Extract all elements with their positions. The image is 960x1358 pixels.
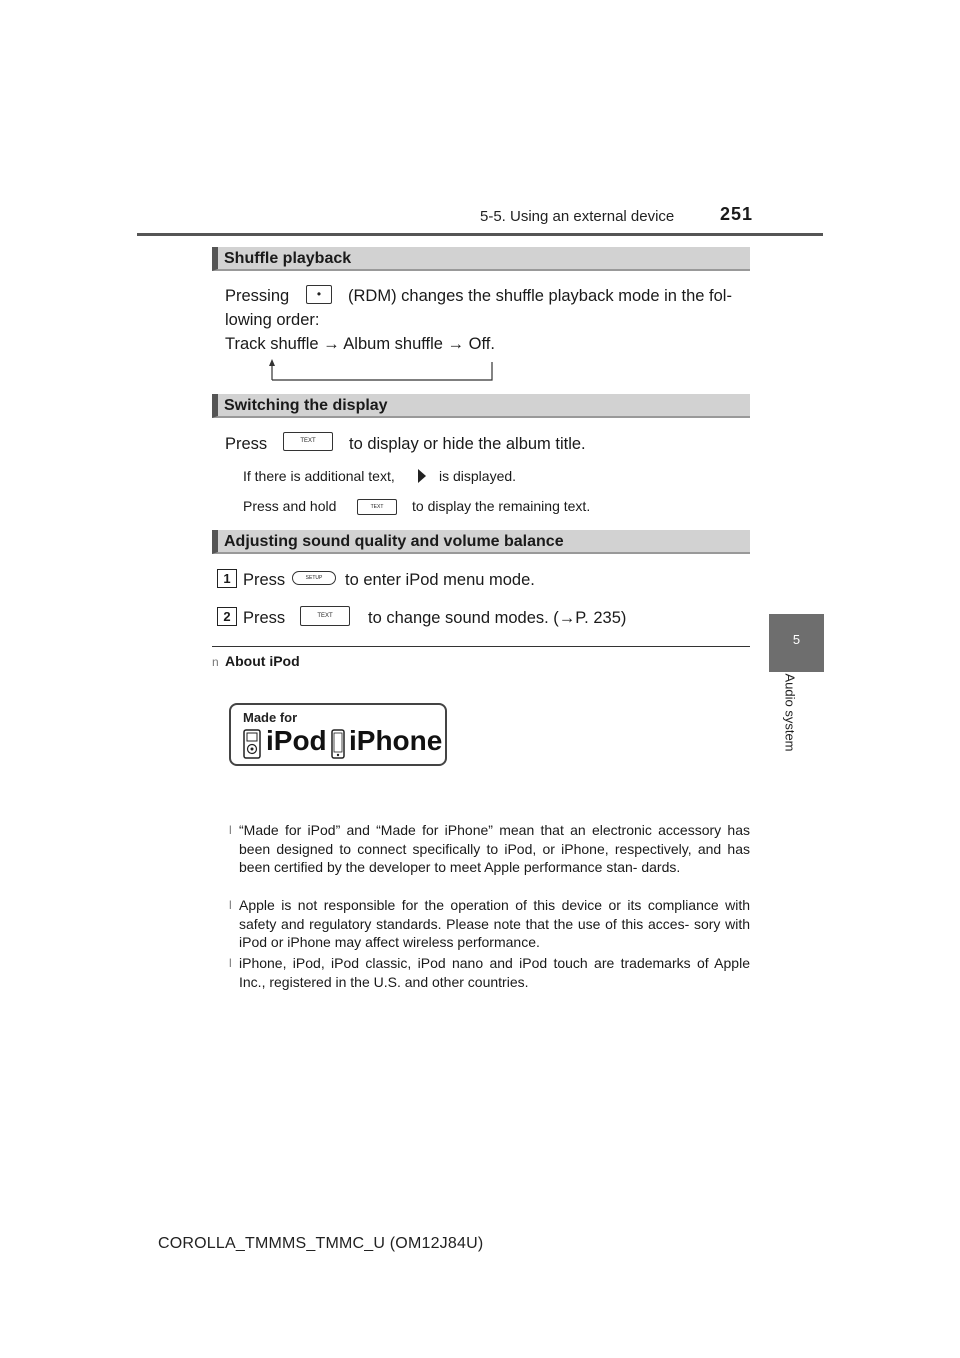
made-for-ipod-iphone-logo (229, 703, 447, 766)
display-press-post: to display or hide the album title. (349, 435, 586, 453)
ipod-icon (243, 729, 261, 759)
note-divider (212, 646, 750, 647)
iphone-icon (331, 729, 345, 759)
shuffle-line1-post: (RDM) changes the shuffle playback mode in the fol- (348, 287, 732, 305)
step-text-pre: Press (243, 609, 286, 627)
setup-button: SETUP (292, 571, 336, 585)
logo-iphone: iPhone (349, 725, 443, 756)
display-note1-pre: If there is additional text, (243, 468, 395, 484)
chapter-label: Audio system (782, 673, 798, 752)
step-text-post: to enter iPod menu mode. (345, 571, 535, 589)
section-title: 5-5. Using an external device (480, 208, 675, 225)
text-button: TEXT (300, 606, 350, 626)
display-press: Press (225, 435, 268, 453)
bullet-made-for: “Made for iPod” and “Made for iPhone” mean that an electronic accessory has been designed to connect specifically to iPod, or iPhone, respectively, and has been certified by the developer to meet Apple performance stan- dards. (239, 822, 750, 875)
logo-ipod: iPod (266, 725, 327, 756)
bullet-trademarks: iPhone, iPod, iPod classic, iPod nano and iPod touch are trademarks of Apple Inc., registered in the U.S. and other countries. (239, 955, 750, 990)
play-arrow-icon (415, 467, 429, 485)
display-heading: Switching the display (212, 394, 750, 418)
step-number: 2 (217, 607, 237, 626)
bullet-apple-responsibility: Apple is not responsible for the operation of this device or its compliance with safety and regulatory standards. Please note that the use of this acces- sory with iPod or iPhone may affect wireless performance. (239, 897, 750, 950)
note-marker: n (212, 655, 219, 669)
bullet-marker: l (229, 823, 232, 837)
chapter-number: 5 (792, 632, 801, 647)
text-button-small: TEXT (357, 499, 397, 515)
shuffle-line2: lowing order: (225, 311, 320, 329)
shuffle-order: Track shuffle → Album shuffle → Off. (225, 335, 495, 353)
about-ipod-title: About iPod (225, 653, 300, 669)
bullet-marker: l (229, 898, 232, 912)
sound-heading: Adjusting sound quality and volume balance (212, 530, 750, 554)
cycle-arrow-icon (265, 358, 497, 384)
footer-doc-id: COROLLA_TMMMS_TMMC_U (OM12J84U) (158, 1235, 484, 1252)
bullet-marker: l (229, 956, 232, 970)
shuffle-heading: Shuffle playback (212, 247, 750, 271)
display-note1-post: is displayed. (439, 468, 517, 484)
step-text-post: to change sound modes. (→P. 235) (368, 609, 627, 627)
shuffle-line1-pre: Pressing (225, 287, 290, 305)
display-note2-post: to display the remaining text. (412, 498, 591, 514)
page-number: 251 (720, 204, 754, 224)
step-text-pre: Press (243, 571, 286, 589)
rdm-button: • (306, 285, 332, 304)
display-note2-pre: Press and hold (243, 498, 337, 514)
step-number: 1 (217, 569, 237, 588)
header-rule (137, 233, 823, 236)
text-button: TEXT (283, 432, 333, 451)
logo-made-for: Made for (243, 710, 298, 725)
